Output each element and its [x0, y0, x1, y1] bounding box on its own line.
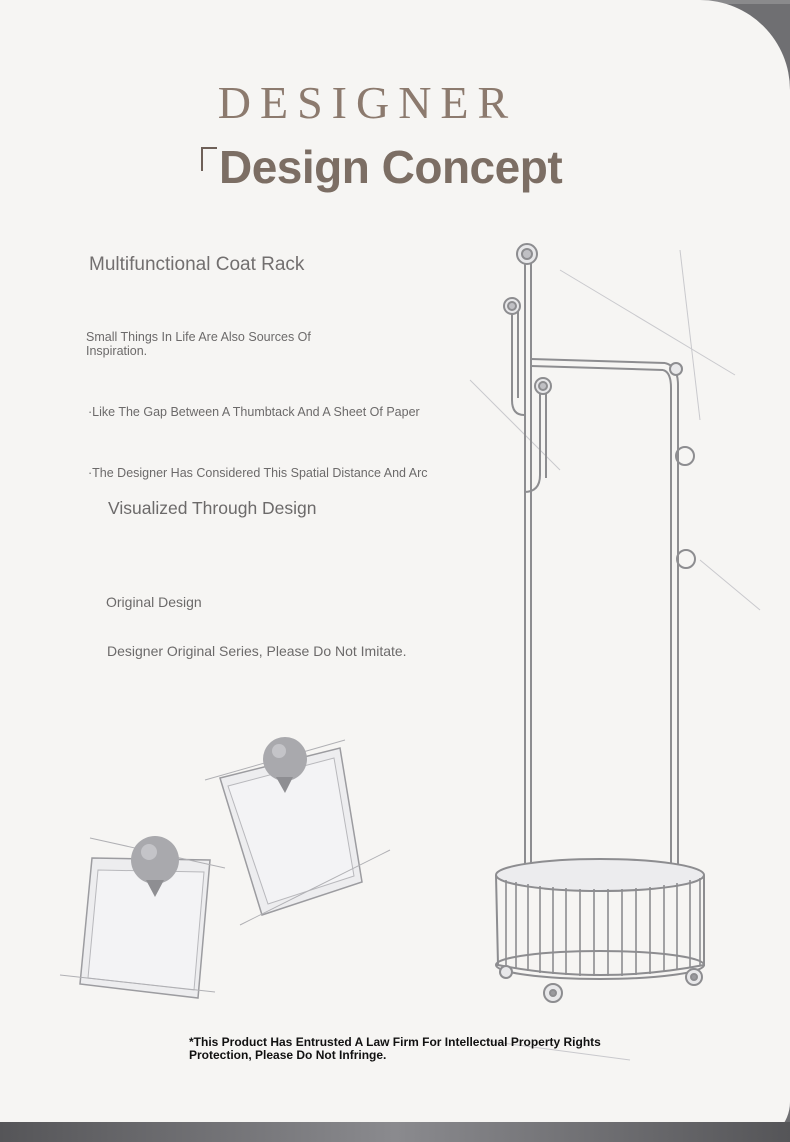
product-name: Multifunctional Coat Rack [89, 254, 305, 275]
ip-notice: *This Product Has Entrusted A Law Firm For Intellectual Property Rights Protection, Please Do Not Infringe. [189, 1035, 601, 1062]
arc-text: ·The Designer Has Considered This Spatial Distance And Arc [88, 466, 428, 480]
brand-heading: DESIGNER [217, 77, 518, 128]
series-note: Designer Original Series, Please Do Not Imitate. [107, 643, 407, 659]
bottom-strip [0, 1122, 790, 1142]
inspiration-text: Small Things In Life Are Also Sources Of Inspiration. [86, 330, 311, 358]
coat-rack-illustration [496, 244, 704, 1002]
sketch-lines [470, 250, 760, 1060]
original-design-label: Original Design [106, 594, 202, 610]
page-title: Design Concept [219, 141, 563, 193]
visualized-heading: Visualized Through Design [108, 498, 317, 518]
gap-text: ·Like The Gap Between A Thumbtack And A Sheet Of Paper [88, 405, 420, 419]
